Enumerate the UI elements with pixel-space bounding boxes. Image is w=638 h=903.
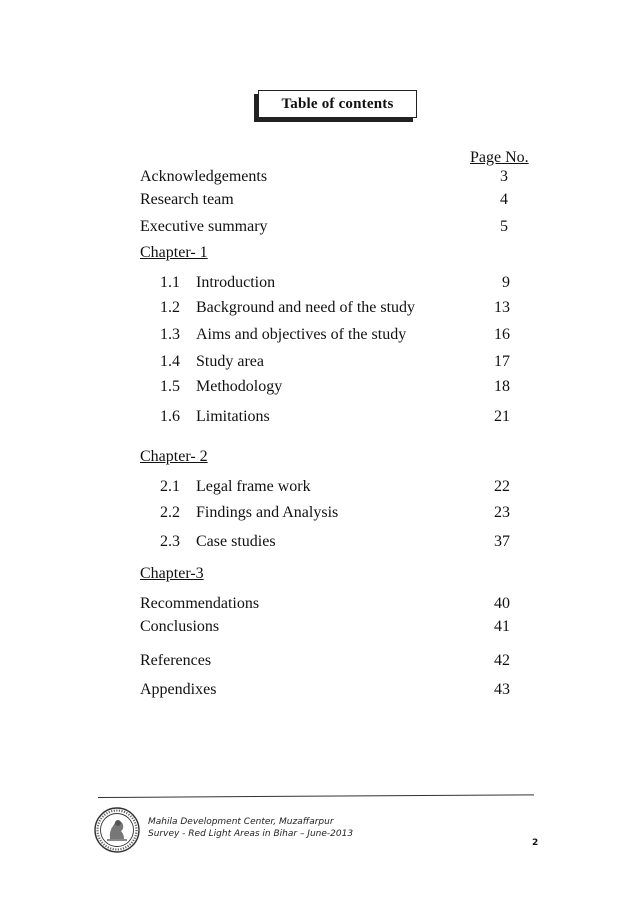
toc-entry-page: 13 — [494, 299, 510, 316]
toc-entry-page: 16 — [494, 326, 510, 343]
toc-entry-label: Case studies — [196, 533, 276, 550]
toc-entry-label: Aims and objectives of the study — [196, 326, 407, 343]
toc-entry-label: Conclusions — [140, 618, 220, 635]
toc-entry-label: Acknowledgements — [140, 168, 268, 185]
toc-entry-page: 22 — [494, 478, 510, 495]
toc-entry-page: 5 — [500, 218, 508, 235]
toc-entry-label: Introduction — [196, 274, 276, 291]
toc-entry-number: 2.3 — [160, 533, 180, 550]
page-number: 2 — [532, 838, 539, 848]
toc-entry-number: 2.1 — [160, 478, 180, 495]
toc-entry-page: 4 — [500, 191, 508, 208]
page-no-header: Page No. — [470, 149, 529, 166]
toc-entry-page: 43 — [494, 681, 510, 698]
toc-entry-page: 37 — [494, 533, 510, 550]
toc-entry-page: 21 — [494, 408, 510, 425]
toc-entry-label: Methodology — [196, 378, 283, 395]
toc-entry-label: References — [140, 652, 212, 669]
chapter-heading: Chapter- 1 — [140, 244, 208, 261]
toc-entry-page: 40 — [494, 595, 510, 612]
toc-entry-label: Executive summary — [140, 218, 268, 235]
toc-entry-label: Legal frame work — [196, 478, 311, 495]
toc-entry-number: 1.5 — [160, 378, 180, 395]
toc-entry-number: 2.2 — [160, 504, 180, 521]
footer-survey-title: Survey - Red Light Areas in Bihar – June-2013 — [148, 829, 354, 839]
toc-entry-page: 42 — [494, 652, 510, 669]
toc-entry-label: Recommendations — [140, 595, 260, 612]
toc-entry-page: 41 — [494, 618, 510, 635]
toc-title: Table of contents — [258, 90, 417, 118]
toc-entry-page: 9 — [502, 274, 510, 291]
footer-organization: Mahila Development Center, Muzaffarpur — [148, 817, 334, 827]
toc-entry-number: 1.3 — [160, 326, 180, 343]
toc-entry-page: 23 — [494, 504, 510, 521]
toc-entry-number: 1.4 — [160, 353, 180, 370]
toc-entry-label: Background and need of the study — [196, 299, 416, 316]
toc-entry-page: 18 — [494, 378, 510, 395]
toc-entry-number: 1.1 — [160, 274, 180, 291]
toc-entry-number: 1.6 — [160, 408, 180, 425]
toc-entry-label: Research team — [140, 191, 234, 208]
toc-entry-label: Appendixes — [140, 681, 217, 698]
toc-entry-number: 1.2 — [160, 299, 180, 316]
footer-divider — [98, 794, 534, 798]
toc-entry-page: 3 — [500, 168, 508, 185]
toc-entry-label: Limitations — [196, 408, 270, 425]
toc-entry-label: Findings and Analysis — [196, 504, 339, 521]
organization-seal-icon — [93, 806, 141, 854]
chapter-heading: Chapter-3 — [140, 565, 204, 582]
toc-entry-label: Study area — [196, 353, 264, 370]
toc-entry-page: 17 — [494, 353, 510, 370]
chapter-heading: Chapter- 2 — [140, 448, 208, 465]
